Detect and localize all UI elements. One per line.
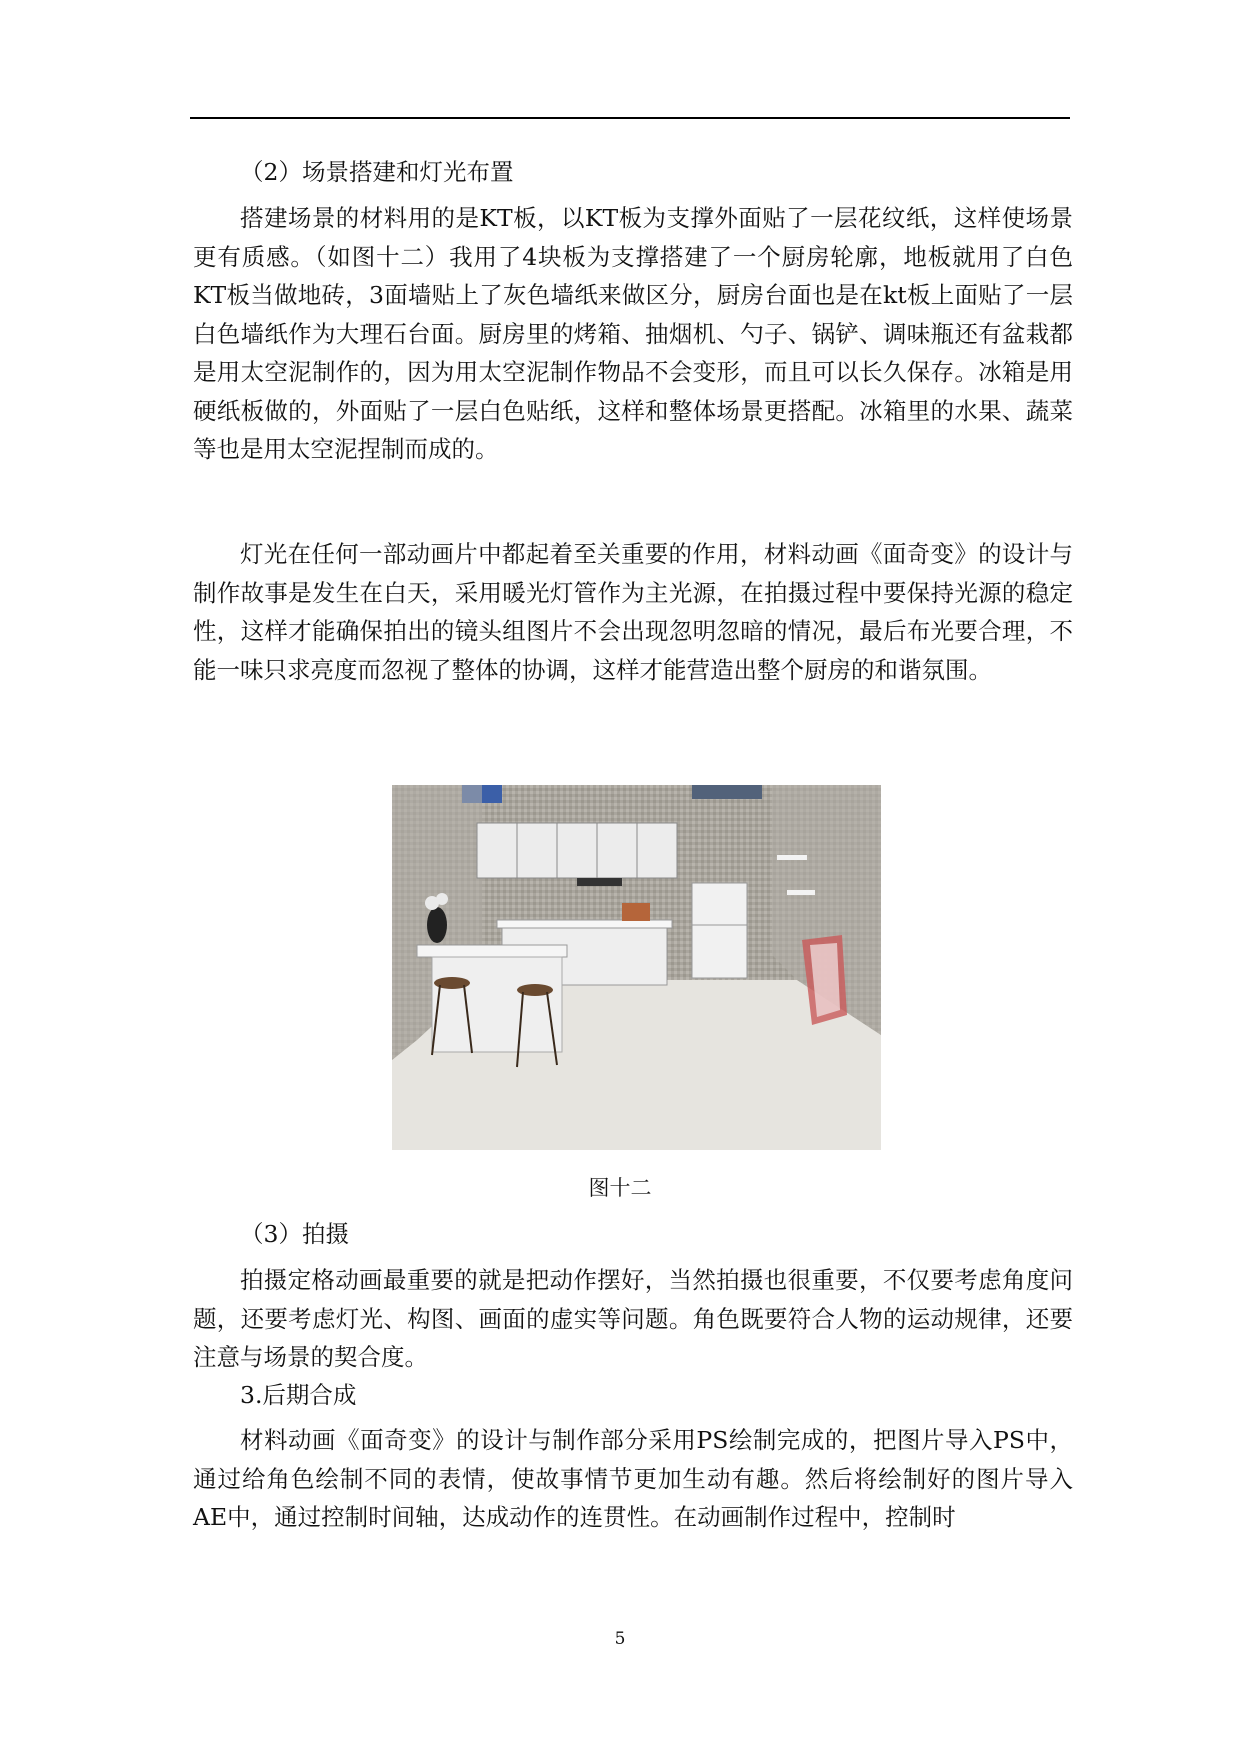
paragraph-lighting: 灯光在任何一部动画片中都起着至关重要的作用，材料动画《面奇变》的设计与制作故事是发生在白天，采用暖光灯管作为主光源，在拍摄过程中要保持光源的稳定性，这样才能确保拍出的镜头组图片不会出现忽明忽暗的情况，最后布光要合理，不能一味只求亮度而忽视了整体的协调，这样才能营造出整个厨房的和谐氛围。 <box>193 540 1073 684</box>
section-heading-scene: （2）场景搭建和灯光布置 <box>240 158 514 186</box>
paragraph-shooting: 拍摄定格动画最重要的就是把动作摆好，当然拍摄也很重要，不仅要考虑角度问题，还要考虑灯光、构图、画面的虚实等问题。角色既要符合人物的运动规律，还要注意与场景的契合度。 <box>193 1266 1073 1371</box>
paragraph-post-production: 材料动画《面奇变》的设计与制作部分采用PS绘制完成的，把图片导入PS中，通过给角色绘制不同的表情，使故事情节更加生动有趣。然后将绘制好的图片导入AE中，通过控制时间轴，达成动作的连贯性。在动画制作过程中，控制时 <box>193 1426 1073 1531</box>
section-heading-shoot: （3）拍摄 <box>240 1220 349 1248</box>
figure-caption: 图十二 <box>588 1176 652 1200</box>
header-rule <box>190 117 1070 119</box>
kitchen-scene-photo <box>392 785 881 1150</box>
page-number: 5 <box>614 1629 626 1649</box>
paragraph-scene-materials: 搭建场景的材料用的是KT板，以KT板为支撑外面贴了一层花纹纸，这样使场景更有质感。（如图十二）我用了4块板为支撑搭建了一个厨房轮廓，地板就用了白色KT板当做地砖，3面墙贴上了灰色墙纸来做区分，厨房台面也是在kt板上面贴了一层白色墙纸作为大理石台面。厨房里的烤箱、抽烟机、勺子、锅铲、调味瓶还有盆栽都是用太空泥制作的，因为用太空泥制作物品不会变形，而且可以长久保存。冰箱是用硬纸板做的，外面贴了一层白色贴纸，这样和整体场景更搭配。冰箱里的水果、蔬菜等也是用太空泥捏制而成的。 <box>193 204 1073 463</box>
section-heading-post: 3.后期合成 <box>240 1381 357 1409</box>
